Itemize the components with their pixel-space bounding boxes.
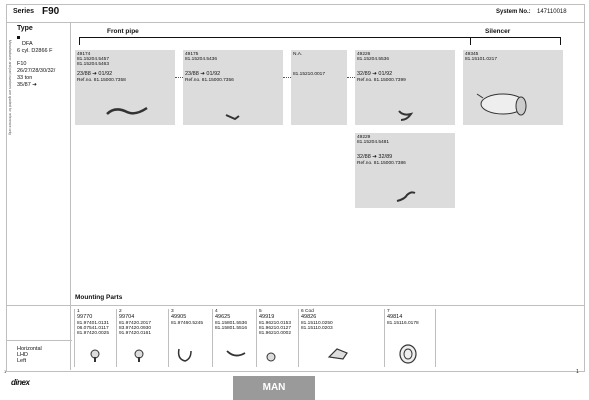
oe-number: 81.97401.0131 (77, 321, 110, 326)
part-id: 99770 (77, 314, 93, 320)
front-pipe-bracket (79, 37, 471, 38)
bolt-drawing (133, 349, 145, 363)
part-id: 49226 (357, 52, 371, 57)
mount-cell-1[interactable] (74, 309, 117, 367)
pipe-piece-drawing (223, 110, 243, 124)
left-column-divider (70, 22, 71, 370)
oe-number: 81.15204.5436 (185, 57, 218, 62)
mount-cell-3[interactable] (168, 309, 213, 367)
silencer-bracket (469, 37, 561, 38)
part-id: 99704 (119, 314, 135, 320)
position-line2: LHD (17, 352, 29, 358)
oe-number: 81.97460.5245 (171, 321, 204, 326)
oe-number: 81.97420.2017 (119, 321, 152, 326)
page-number-right: 1 (576, 369, 579, 375)
brand-tab-label: MAN (262, 382, 286, 393)
silencer-title: Silencer (485, 28, 511, 35)
mounting-divider (6, 305, 584, 306)
position-number: 4 (215, 309, 218, 314)
part-id: 49229 (357, 135, 371, 140)
bracket-tick-silencer (560, 37, 561, 45)
date-range: 23/88 ➔ 01/92 (185, 71, 221, 77)
side-note: Manufacturer and part numbers are quoted for reference only (8, 40, 12, 135)
part-id: 49905 (171, 314, 187, 320)
position-number: 7 (387, 309, 390, 314)
bend-pipe-drawing (395, 108, 417, 124)
bracket-tick-right (470, 37, 471, 45)
part-box-na[interactable] (291, 50, 347, 125)
dinex-logo: dinex (11, 378, 30, 387)
silencer-drawing (473, 88, 533, 122)
position-number: 5 (259, 309, 262, 314)
oe-number: 81.15204.5457 (77, 57, 110, 62)
oe-number: 81.15204.5481 (357, 140, 390, 145)
oe-number: 81.15210.0017 (293, 72, 326, 77)
engine-icon (17, 36, 20, 39)
oe-number: 81.96210.0127 (259, 326, 292, 331)
ref-number: Ref.no. 81.15000.7358 (77, 78, 126, 83)
oe-number: 91.97420.0161 (119, 331, 152, 336)
oe-number: 06.07541.0117 (77, 326, 109, 331)
oe-number: 81.15801.5516 (215, 326, 248, 331)
bracket-tick-left (79, 37, 80, 45)
engine-line2: 6 cyl. D2866 F (17, 48, 53, 54)
mount-cell-4[interactable] (212, 309, 257, 367)
series-label: Series (13, 8, 35, 15)
bend-pipe-drawing (393, 187, 419, 205)
position-line3: Left (17, 358, 27, 364)
bolt-drawing (89, 349, 101, 363)
type-title: Type (17, 25, 33, 32)
mount-cell-5[interactable] (256, 309, 299, 367)
ref-number: Ref.no. 81.15000.7356 (185, 78, 234, 83)
part-id: N.A. (293, 52, 303, 57)
part-id: 49345 (465, 52, 479, 57)
part-box-49174[interactable] (75, 50, 175, 125)
oe-number: 81.15110.0250 (301, 321, 333, 326)
tonnage-line1: 26/27/28/30/32/ (17, 68, 56, 74)
system-value: 147110018 (537, 9, 567, 15)
oe-number: 81.15116.0178 (387, 321, 419, 326)
part-id: 49625 (215, 314, 231, 320)
connector-2 (283, 77, 291, 78)
brand-tab[interactable] (233, 376, 315, 400)
position-line1: Horizontal (17, 346, 42, 352)
part-id: 49919 (259, 314, 275, 320)
front-pipe-title: Front pipe (107, 28, 139, 35)
part-id: 49175 (185, 52, 199, 57)
position-divider (6, 340, 72, 341)
ref-number: Ref.no. 81.15000.7386 (357, 161, 406, 166)
position-number: 1 (77, 309, 80, 314)
date-range: 23/88 ➔ 01/92 (77, 71, 113, 77)
part-box-49175[interactable] (183, 50, 283, 125)
part-id: 49814 (387, 314, 403, 320)
oe-number: 81.15110.0203 (301, 326, 333, 331)
tonnage-line2: 33 ton (17, 75, 33, 81)
oe-number: 81.15204.5536 (357, 57, 390, 62)
header-divider (6, 22, 584, 23)
mount-cell-2[interactable] (116, 309, 169, 367)
oe-number: 81.15204.5463 (77, 62, 110, 67)
nut-drawing (265, 351, 277, 363)
part-box-49226[interactable] (355, 50, 455, 125)
clamp-drawing (175, 345, 195, 365)
model: F10 (17, 61, 27, 67)
connector-3 (347, 77, 355, 78)
mount-cell-6[interactable] (298, 309, 385, 367)
connector-1 (175, 77, 183, 78)
part-box-49345[interactable] (463, 50, 563, 125)
oe-number: 81.15801.5536 (215, 321, 248, 326)
date-range: 32/88 ➔ 32/89 (357, 154, 393, 160)
gasket-drawing (397, 343, 419, 365)
series-value: F90 (42, 6, 60, 17)
oe-number: 81.15101.0217 (465, 57, 498, 62)
bracket-drawing (327, 345, 351, 361)
date-range: 32/89 ➔ 01/92 (357, 71, 393, 77)
position-number: 6 Cod (301, 309, 314, 314)
part-box-49229[interactable] (355, 133, 455, 208)
position-number: 2 (119, 309, 122, 314)
engine-line1: DFA (22, 41, 33, 47)
years: 35/87 ➔ (17, 82, 37, 88)
mount-cell-7[interactable] (384, 309, 436, 367)
pipe-clamp-drawing (225, 347, 247, 361)
mounting-parts-title: Mounting Parts (75, 294, 123, 301)
oe-number: 81.96210.0002 (259, 331, 292, 336)
part-id: 49826 (301, 314, 317, 320)
oe-number: 81.97420.0025 (77, 331, 110, 336)
part-id: 49174 (77, 52, 91, 57)
ref-number: Ref.no. 81.15000.7399 (357, 78, 406, 83)
oe-number: 83.97420.0930 (119, 326, 152, 331)
page-number-left: 1 (4, 369, 7, 374)
position-number: 3 (171, 309, 174, 314)
system-label: System No.: (496, 9, 531, 15)
front-pipe-drawing (105, 102, 150, 122)
oe-number: 81.96210.0153 (259, 321, 292, 326)
